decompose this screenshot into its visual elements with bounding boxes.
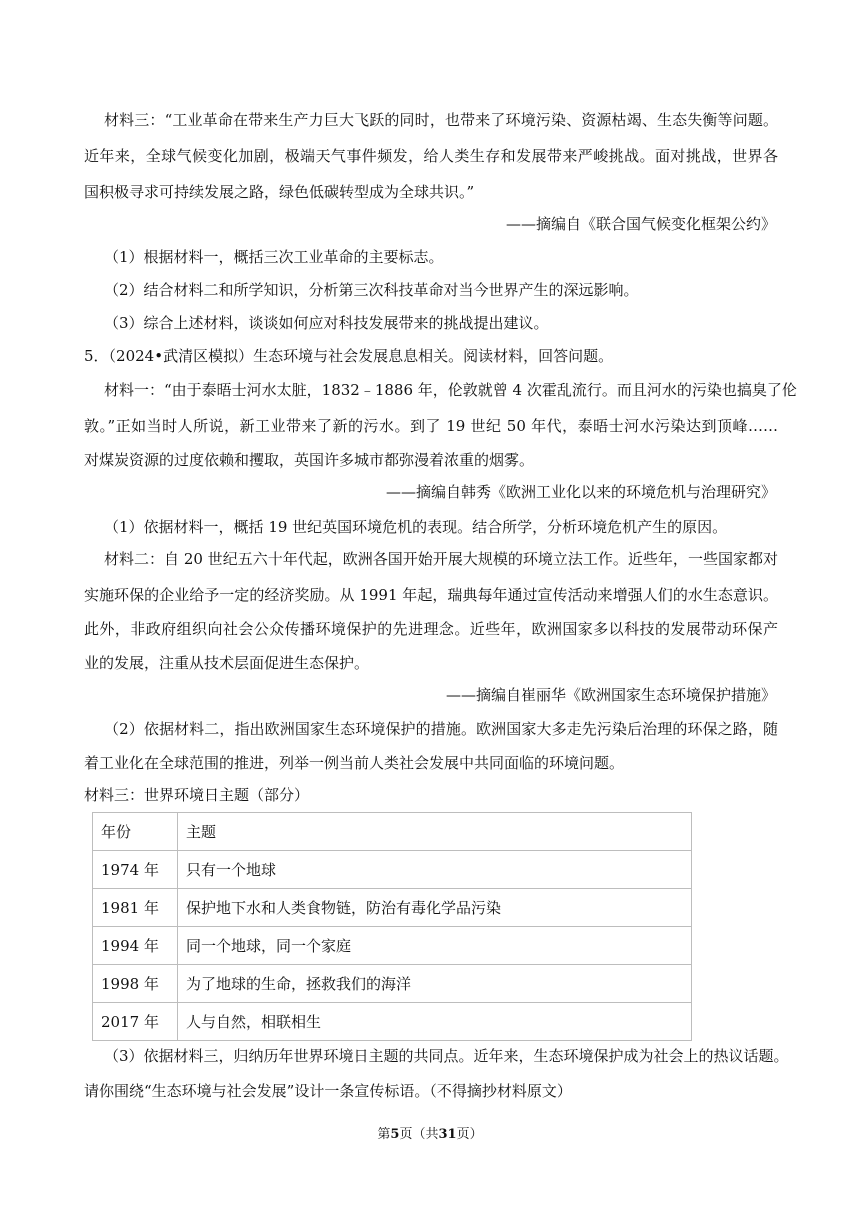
environment-day-themes-table [92,812,692,1041]
table-cell-year: 1981 年 [93,889,178,927]
table-header-row [93,813,692,851]
table-row [93,889,692,927]
table-cell-theme: 同一个地球，同一个家庭 [178,927,692,965]
prev-material3-line-2: 近年来，全球气候变化加剧，极端天气事件频发，给人类生存和发展带来严峻挑战。面对挑战，世界各 [84,147,778,165]
table-cell-theme: 保护地下水和人类食物链，防治有毒化学品污染 [178,889,692,927]
page-footer [0,1126,860,1144]
q5-sub-question-2-line-1: （2）依据材料二，指出欧洲国家生态环境保护的措施。欧洲国家大多走先污染后治理的环保之路，随 [104,720,778,738]
table-cell-year: 2017 年 [93,1003,178,1041]
table-cell-year: 1994 年 [93,927,178,965]
prev-sub-question-3: （3）综合上述材料，谈谈如何应对科技发展带来的挑战提出建议。 [104,314,549,332]
table-header-year: 年份 [93,813,178,851]
prev-sub-question-1: （1）根据材料一，概括三次工业革命的主要标志。 [104,248,444,266]
q5-sub-question-2-line-2: 着工业化在全球范围的推进，列举一例当前人类社会发展中共同面临的环境问题。 [84,754,625,772]
table-cell-theme: 为了地球的生命，拯救我们的海洋 [178,965,692,1003]
prev-material3-line-1: 材料三：“工业革命在带来生产力巨大飞跃的同时，也带来了环境污染、资源枯竭、生态失衡等问题。 [104,111,778,129]
q5-material2-line-3: 此外，非政府组织向社会公众传播环境保护的先进理念。近些年，欧洲国家多以科技的发展带动环保产 [84,620,778,638]
q5-material2-source: ——摘编自崔丽华《欧洲国家生态环境保护措施》 [445,686,776,704]
table-row [93,851,692,889]
q5-material2-line-2: 实施环保的企业给予一定的经济奖励。从 1991 年起，瑞典每年通过宣传活动来增强人们的水生态意识。 [84,586,778,604]
footer-total-pages: 31 [438,1127,457,1142]
table-cell-year: 1974 年 [93,851,178,889]
prev-material3-source: ——摘编自《联合国气候变化框架公约》 [505,215,776,233]
q5-material3-title: 材料三：世界环境日主题（部分） [84,786,310,804]
table-cell-theme: 只有一个地球 [178,851,692,889]
footer-page-number: 5 [390,1127,400,1142]
table-cell-theme: 人与自然，相联相生 [178,1003,692,1041]
q5-sub-question-1: （1）依据材料一，概括 19 世纪英国环境危机的表现。结合所学，分析环境危机产生的原因。 [104,518,728,536]
table-cell-year: 1998 年 [93,965,178,1003]
q5-material2-line-4: 业的发展，注重从技术层面促进生态保护。 [84,654,370,672]
footer-suffix: 页） [456,1127,483,1142]
q5-sub-question-3-line-2: 请你围绕“生态环境与社会发展”设计一条宣传标语。（不得摘抄材料原文） [84,1082,572,1100]
question-5-header: 5．（2024•武清区模拟）生态环境与社会发展息息相关。阅读材料，回答问题。 [84,347,614,365]
q5-material1-line-3: 对煤炭资源的过度依赖和攫取，英国许多城市都弥漫着浓重的烟雾。 [84,451,535,469]
q5-material1-line-2: 敦。”正如当时人所说，新工业带来了新的污水。到了 19 世纪 50 年代，泰晤士河水污染达到顶峰…… [84,417,778,435]
table-row [93,927,692,965]
table-row [93,965,692,1003]
q5-sub-question-3-line-1: （3）依据材料三，归纳历年世界环境日主题的共同点。近年来，生态环境保护成为社会上的热议话题。 [104,1047,789,1065]
q5-material2-line-1: 材料二：自 20 世纪五六十年代起，欧洲各国开始开展大规模的环境立法工作。近些年，一些国家都对 [104,550,778,568]
q5-material1-line-1: 材料一：“由于泰晤士河水太脏，1832﹣1886 年，伦敦就曾 4 次霍乱流行。而且河水的污染也搞臭了伦 [104,381,797,399]
footer-prefix: 第 [377,1127,391,1142]
prev-material3-line-3: 国积极寻求可持续发展之路，绿色低碳转型成为全球共识。” [84,183,475,201]
q5-material1-source: ——摘编自韩秀《欧洲工业化以来的环境危机与治理研究》 [385,483,776,501]
table-row [93,1003,692,1041]
prev-sub-question-2: （2）结合材料二和所学知识，分析第三次科技革命对当今世界产生的深远影响。 [104,281,639,299]
footer-middle: 页（共 [399,1127,439,1142]
table-header-theme: 主题 [178,813,692,851]
